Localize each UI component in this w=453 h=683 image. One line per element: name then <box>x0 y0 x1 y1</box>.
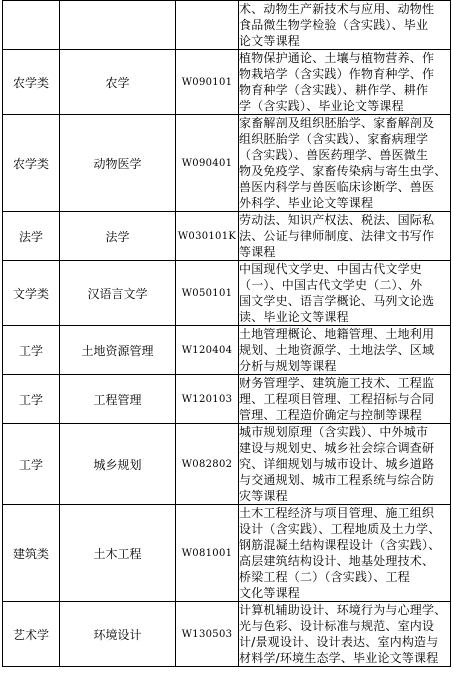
course-line: 法、公证与律师制度、法律文书写作 <box>239 229 435 243</box>
course-line: 食品微生物学检验（含实践）、毕业 <box>239 18 429 32</box>
major-code-cell: W130503 <box>176 602 239 667</box>
course-line: 计算机辅助设计、环境行为与心理学、 <box>239 603 447 617</box>
category-cell: 艺术学 <box>3 602 60 667</box>
major-code-cell: W050101 <box>176 261 239 326</box>
courses-cell <box>239 375 451 424</box>
course-line: 财务管理学、建筑施工技术、工程监 <box>239 376 435 390</box>
major-name-cell: 法学 <box>60 212 176 261</box>
major-name-cell: 城乡规划 <box>60 424 176 505</box>
course-line: 设计（含实践）、工程地质及土力学、 <box>239 522 441 536</box>
course-line: 物栽培学（含实践）作物育种学、作 <box>239 67 435 81</box>
course-line: 究、详细规划与城市设计、城乡道路 <box>239 457 435 471</box>
table-row <box>3 424 451 505</box>
courses-cell <box>239 505 451 602</box>
courses-cell <box>239 212 451 261</box>
category-cell <box>3 1 60 50</box>
category-cell: 农学类 <box>3 115 60 212</box>
category-cell: 农学类 <box>3 50 60 115</box>
course-line: 学（含实践）、毕业论文等课程 <box>239 99 404 113</box>
course-line: 家畜解剖及组织胚胎学、家畜解剖及 <box>239 116 435 130</box>
course-line: 灾等课程 <box>239 489 288 503</box>
major-code-cell: W090101 <box>176 50 239 115</box>
course-line: 等课程 <box>239 245 276 259</box>
table-row <box>3 1 451 50</box>
course-line: 理、工程项目管理、工程招标与合同 <box>239 392 435 406</box>
course-line: 桥梁工程（二）（含实践）、工程 <box>239 570 411 584</box>
major-name-cell: 土木工程 <box>60 505 176 602</box>
table-row <box>3 602 451 667</box>
course-line: 兽医内科学与兽医临床诊断学、兽医 <box>239 180 435 194</box>
courses-cell <box>239 424 451 505</box>
course-line: 术、动物生产新技术与应用、动物性 <box>239 2 435 16</box>
major-code-cell: W120404 <box>176 326 239 375</box>
course-line: 土木工程经济与项目管理、施工组织 <box>239 506 435 520</box>
course-line: 读、毕业论文等课程 <box>239 310 349 324</box>
major-code-cell: W090401 <box>176 115 239 212</box>
course-line: （一）、中国古代文学史（二）、外 <box>239 278 423 292</box>
course-line: 劳动法、知识产权法、税法、国际私 <box>239 213 435 227</box>
course-line: 土地管理概论、地籍管理、土地利用 <box>239 327 435 341</box>
major-code-cell: W082802 <box>176 424 239 505</box>
course-line: 文化等课程 <box>239 586 301 600</box>
course-line: 外科学、毕业论文等课程 <box>239 196 374 210</box>
table-row <box>3 115 451 212</box>
course-line: 植物保护通论、土壤与植物营养、作 <box>239 51 435 65</box>
major-code-cell: W081001 <box>176 505 239 602</box>
major-code-cell <box>176 1 239 50</box>
category-cell: 工学 <box>3 375 60 424</box>
course-line: 物育种学（含实践）、耕作学、耕作 <box>239 83 429 97</box>
table-row <box>3 505 451 602</box>
table-row <box>3 375 451 424</box>
major-name-cell: 汉语言文学 <box>60 261 176 326</box>
majors-table-body <box>3 1 451 667</box>
courses-cell <box>239 1 451 50</box>
course-line: 钢筋混凝土结构课程设计（含实践）、 <box>239 538 441 552</box>
table-row <box>3 326 451 375</box>
courses-cell <box>239 50 451 115</box>
major-name-cell: 工程管理 <box>60 375 176 424</box>
course-line: 高层建筑结构设计、地基处理技术、 <box>239 554 435 568</box>
category-cell: 法学 <box>3 212 60 261</box>
major-code-cell: W030101K <box>176 212 239 261</box>
category-cell: 文学类 <box>3 261 60 326</box>
course-line: 论文等课程 <box>239 34 301 48</box>
major-code-cell: W120103 <box>176 375 239 424</box>
table-row <box>3 261 451 326</box>
course-line: 建设与规划史、城乡社会综合调查研 <box>239 441 435 455</box>
courses-cell <box>239 602 451 667</box>
category-cell: 建筑类 <box>3 505 60 602</box>
course-line: 物及免疫学、家畜传染病与寄生虫学、 <box>239 164 447 178</box>
course-line: 中国现代文学史、中国古代文学史 <box>239 262 423 276</box>
course-line: （含实践）、兽医药理学、兽医微生 <box>239 148 429 162</box>
major-name-cell: 动物医学 <box>60 115 176 212</box>
courses-cell <box>239 115 451 212</box>
category-cell: 工学 <box>3 326 60 375</box>
course-line: 光与色彩、设计标准与规范、室内设 <box>239 619 435 633</box>
major-name-cell: 环境设计 <box>60 602 176 667</box>
course-line: 材料学/环境生态学、毕业论文等课程 <box>239 651 439 665</box>
majors-table <box>2 0 451 667</box>
courses-cell <box>239 326 451 375</box>
course-line: 分析与规划等课程 <box>239 359 337 373</box>
category-cell: 工学 <box>3 424 60 505</box>
course-line: 规划、土地资源学、土地法学、区域 <box>239 343 435 357</box>
course-line: 国文学史、语言学概论、马列文论选 <box>239 294 435 308</box>
courses-cell <box>239 261 451 326</box>
course-line: 与交通规划、城市工程系统与综合防 <box>239 473 435 487</box>
major-name-cell: 土地资源管理 <box>60 326 176 375</box>
course-line: 城市规划原理（含实践）、中外城市 <box>239 425 429 439</box>
table-row <box>3 50 451 115</box>
course-line: 管理、工程造价确定与控制等课程 <box>239 408 423 422</box>
course-line: 计/景观设计、设计表达、室内构造与 <box>239 635 439 649</box>
major-name-cell <box>60 1 176 50</box>
major-name-cell: 农学 <box>60 50 176 115</box>
course-line: 组织胚胎学（含实践）、家畜病理学 <box>239 132 429 146</box>
table-row <box>3 212 451 261</box>
